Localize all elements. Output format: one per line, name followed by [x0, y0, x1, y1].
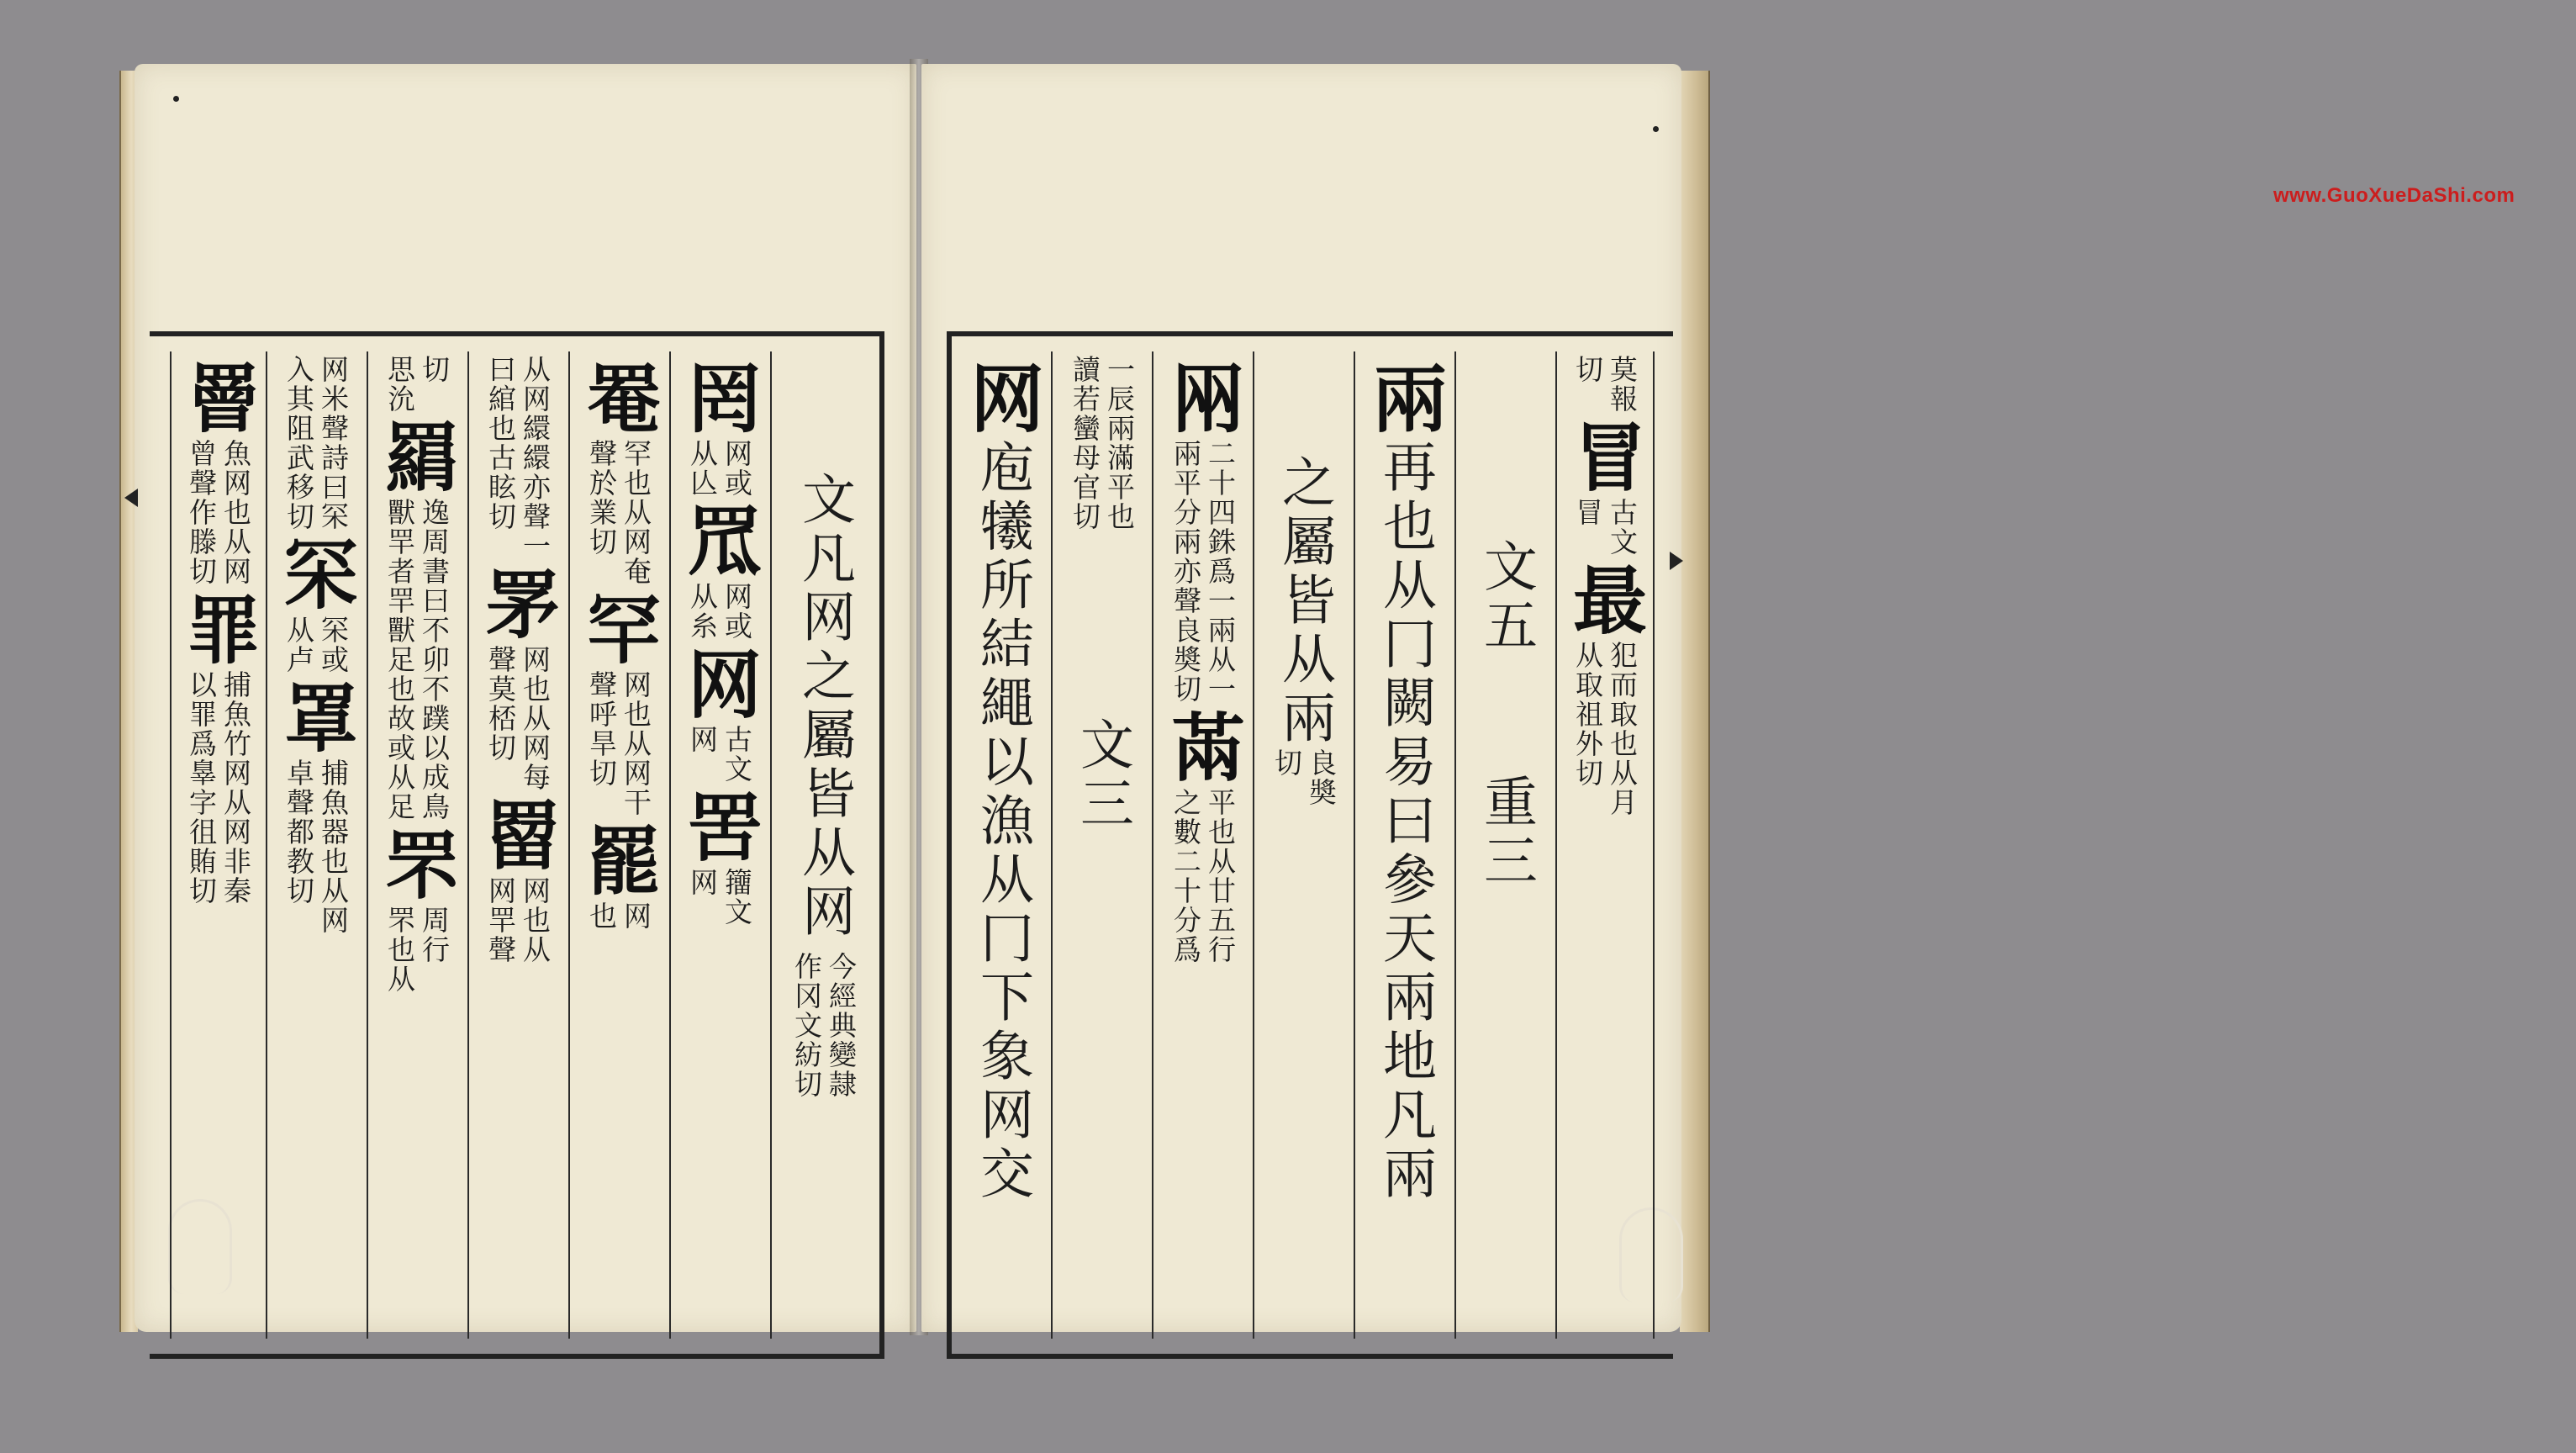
main-text: 重三 — [1475, 774, 1537, 891]
main-text: 之屬皆从兩 — [1273, 454, 1335, 748]
seal-character: 㒼 — [1159, 709, 1247, 783]
annotation: 曰綰也古眩切 — [484, 355, 517, 531]
main-text: 文凡网之屬皆从网 — [793, 471, 855, 942]
annotation: 聲呼旱切 — [585, 670, 618, 788]
seal-character: 羂 — [373, 419, 461, 493]
annotation: 入其阻武移切 — [282, 355, 315, 531]
seal-character: 兩 — [1361, 360, 1449, 434]
annotation: 从网繯繯亦聲一 — [519, 355, 552, 561]
annotation: 逸周書曰不卯不蹼以成鳥 — [418, 498, 451, 822]
annotation: 从亾 — [686, 439, 719, 498]
annotation: 网米聲詩曰罙 — [317, 355, 350, 531]
annotation: 罙或 — [317, 616, 350, 674]
annotation: 捕魚器也从网 — [317, 758, 350, 935]
seal-character: 罕 — [575, 591, 662, 665]
annotation: 二十四銖爲一兩从一 — [1204, 439, 1237, 704]
annotation: 莫報 — [1606, 355, 1639, 414]
seal-character: 网 — [676, 646, 763, 720]
annotation: 聲於業切 — [585, 439, 618, 557]
seal-character: 罟 — [676, 789, 763, 863]
annotation: 聲莫桮切 — [484, 645, 517, 763]
annotation: 良奬 — [1305, 748, 1338, 807]
annotation: 兩平分兩亦聲良奬切 — [1169, 439, 1202, 704]
seal-character: 罩 — [272, 679, 360, 753]
seal-character: 㒳 — [1159, 360, 1247, 434]
annotation: 网或 — [721, 582, 753, 641]
main-text: 庖犧所結繩以漁从冂下象网交 — [971, 439, 1033, 1204]
annotation: 犯而取也从月 — [1606, 641, 1639, 817]
seal-character: 冒 — [1561, 419, 1649, 493]
seal-character: 罶 — [474, 797, 562, 871]
fishtail-mark — [124, 489, 138, 507]
left-text-frame — [150, 331, 884, 1359]
annotation: 捕魚竹网从网非秦 — [219, 670, 252, 906]
seal-character: 罾 — [175, 360, 262, 434]
annotation: 网也从网干 — [620, 670, 652, 817]
annotation: 罘也从 — [383, 906, 416, 994]
book-edge-right — [1680, 71, 1710, 1332]
annotation: 思沇 — [383, 355, 416, 414]
watermark-text: www.GuoXueDaShi.com — [2273, 184, 2515, 207]
seal-character: 罨 — [575, 360, 662, 434]
text-column-f — [173, 355, 264, 1339]
annotation: 籒文 — [721, 868, 753, 927]
annotation: 周行 — [418, 906, 451, 964]
text-column-3 — [1357, 355, 1453, 1339]
annotation: 从取祖外切 — [1571, 641, 1604, 788]
main-text: 文三 — [1071, 716, 1133, 834]
annotation: 曾聲作滕切 — [185, 439, 218, 586]
seal-character: 罙 — [272, 536, 360, 610]
annotation: 切 — [1270, 748, 1303, 778]
left-page — [135, 64, 916, 1332]
annotation: 古文 — [721, 725, 753, 784]
annotation: 冒 — [1571, 498, 1604, 527]
seal-character: 罪 — [175, 591, 262, 665]
seal-character: 罘 — [373, 827, 461, 901]
ink-dot — [1653, 126, 1659, 132]
main-text: 再也从冂闕易曰參天兩地凡兩 — [1374, 439, 1436, 1204]
annotation: 作冈文紡切 — [790, 952, 823, 1099]
annotation: 网 — [686, 725, 719, 754]
seal-character: 罞 — [474, 566, 562, 640]
right-text-frame — [947, 331, 1673, 1359]
text-column-7 — [955, 355, 1049, 1339]
annotation: 切 — [418, 355, 451, 384]
annotation: 网也从网每 — [519, 645, 552, 792]
annotation: 平也从廿五行 — [1204, 788, 1237, 964]
seal-character: 罔 — [676, 360, 763, 434]
annotation: 网䍐聲 — [484, 876, 517, 964]
seal-character: 网 — [958, 360, 1046, 434]
annotation: 獸䍐者䍐獸足也故或从足 — [383, 498, 416, 822]
annotation: 切 — [1571, 355, 1604, 384]
annotation: 一辰兩滿平也 — [1103, 355, 1136, 531]
main-text: 文五 — [1475, 538, 1537, 656]
annotation: 从卢 — [282, 616, 315, 674]
text-column-d — [368, 355, 466, 1339]
annotation: 也 — [585, 901, 618, 931]
annotation: 网 — [686, 868, 719, 897]
text-column-2 — [1458, 538, 1554, 1339]
text-column-b — [570, 355, 668, 1339]
annotation: 网或 — [721, 439, 753, 498]
text-column-5 — [1155, 355, 1251, 1339]
annotation: 网也从 — [519, 876, 552, 964]
seal-character: 罷 — [575, 822, 662, 896]
seal-character: 罛 — [676, 503, 763, 577]
right-page — [921, 64, 2515, 1332]
annotation: 今經典變隷 — [825, 952, 858, 1099]
annotation: 讀若蠻母官切 — [1069, 355, 1101, 531]
seal-character: 最 — [1561, 562, 1649, 636]
text-column-1 — [1559, 355, 1651, 1339]
text-column-headline — [773, 471, 874, 1339]
text-column-a — [671, 355, 768, 1339]
text-column-c — [469, 355, 567, 1339]
annotation: 从糸 — [686, 582, 719, 641]
annotation: 古文 — [1606, 498, 1639, 557]
annotation: 网 — [620, 901, 652, 931]
text-column-4 — [1256, 454, 1352, 1339]
text-column-e — [267, 355, 365, 1339]
annotation: 之數二十分爲 — [1169, 788, 1202, 964]
annotation: 魚网也从网 — [219, 439, 252, 586]
text-column-6 — [1054, 355, 1150, 1339]
annotation: 以罪爲辠字徂賄切 — [185, 670, 218, 906]
annotation: 罕也从网奄 — [620, 439, 652, 586]
annotation: 卓聲都教切 — [282, 758, 315, 906]
ink-dot — [173, 96, 179, 102]
